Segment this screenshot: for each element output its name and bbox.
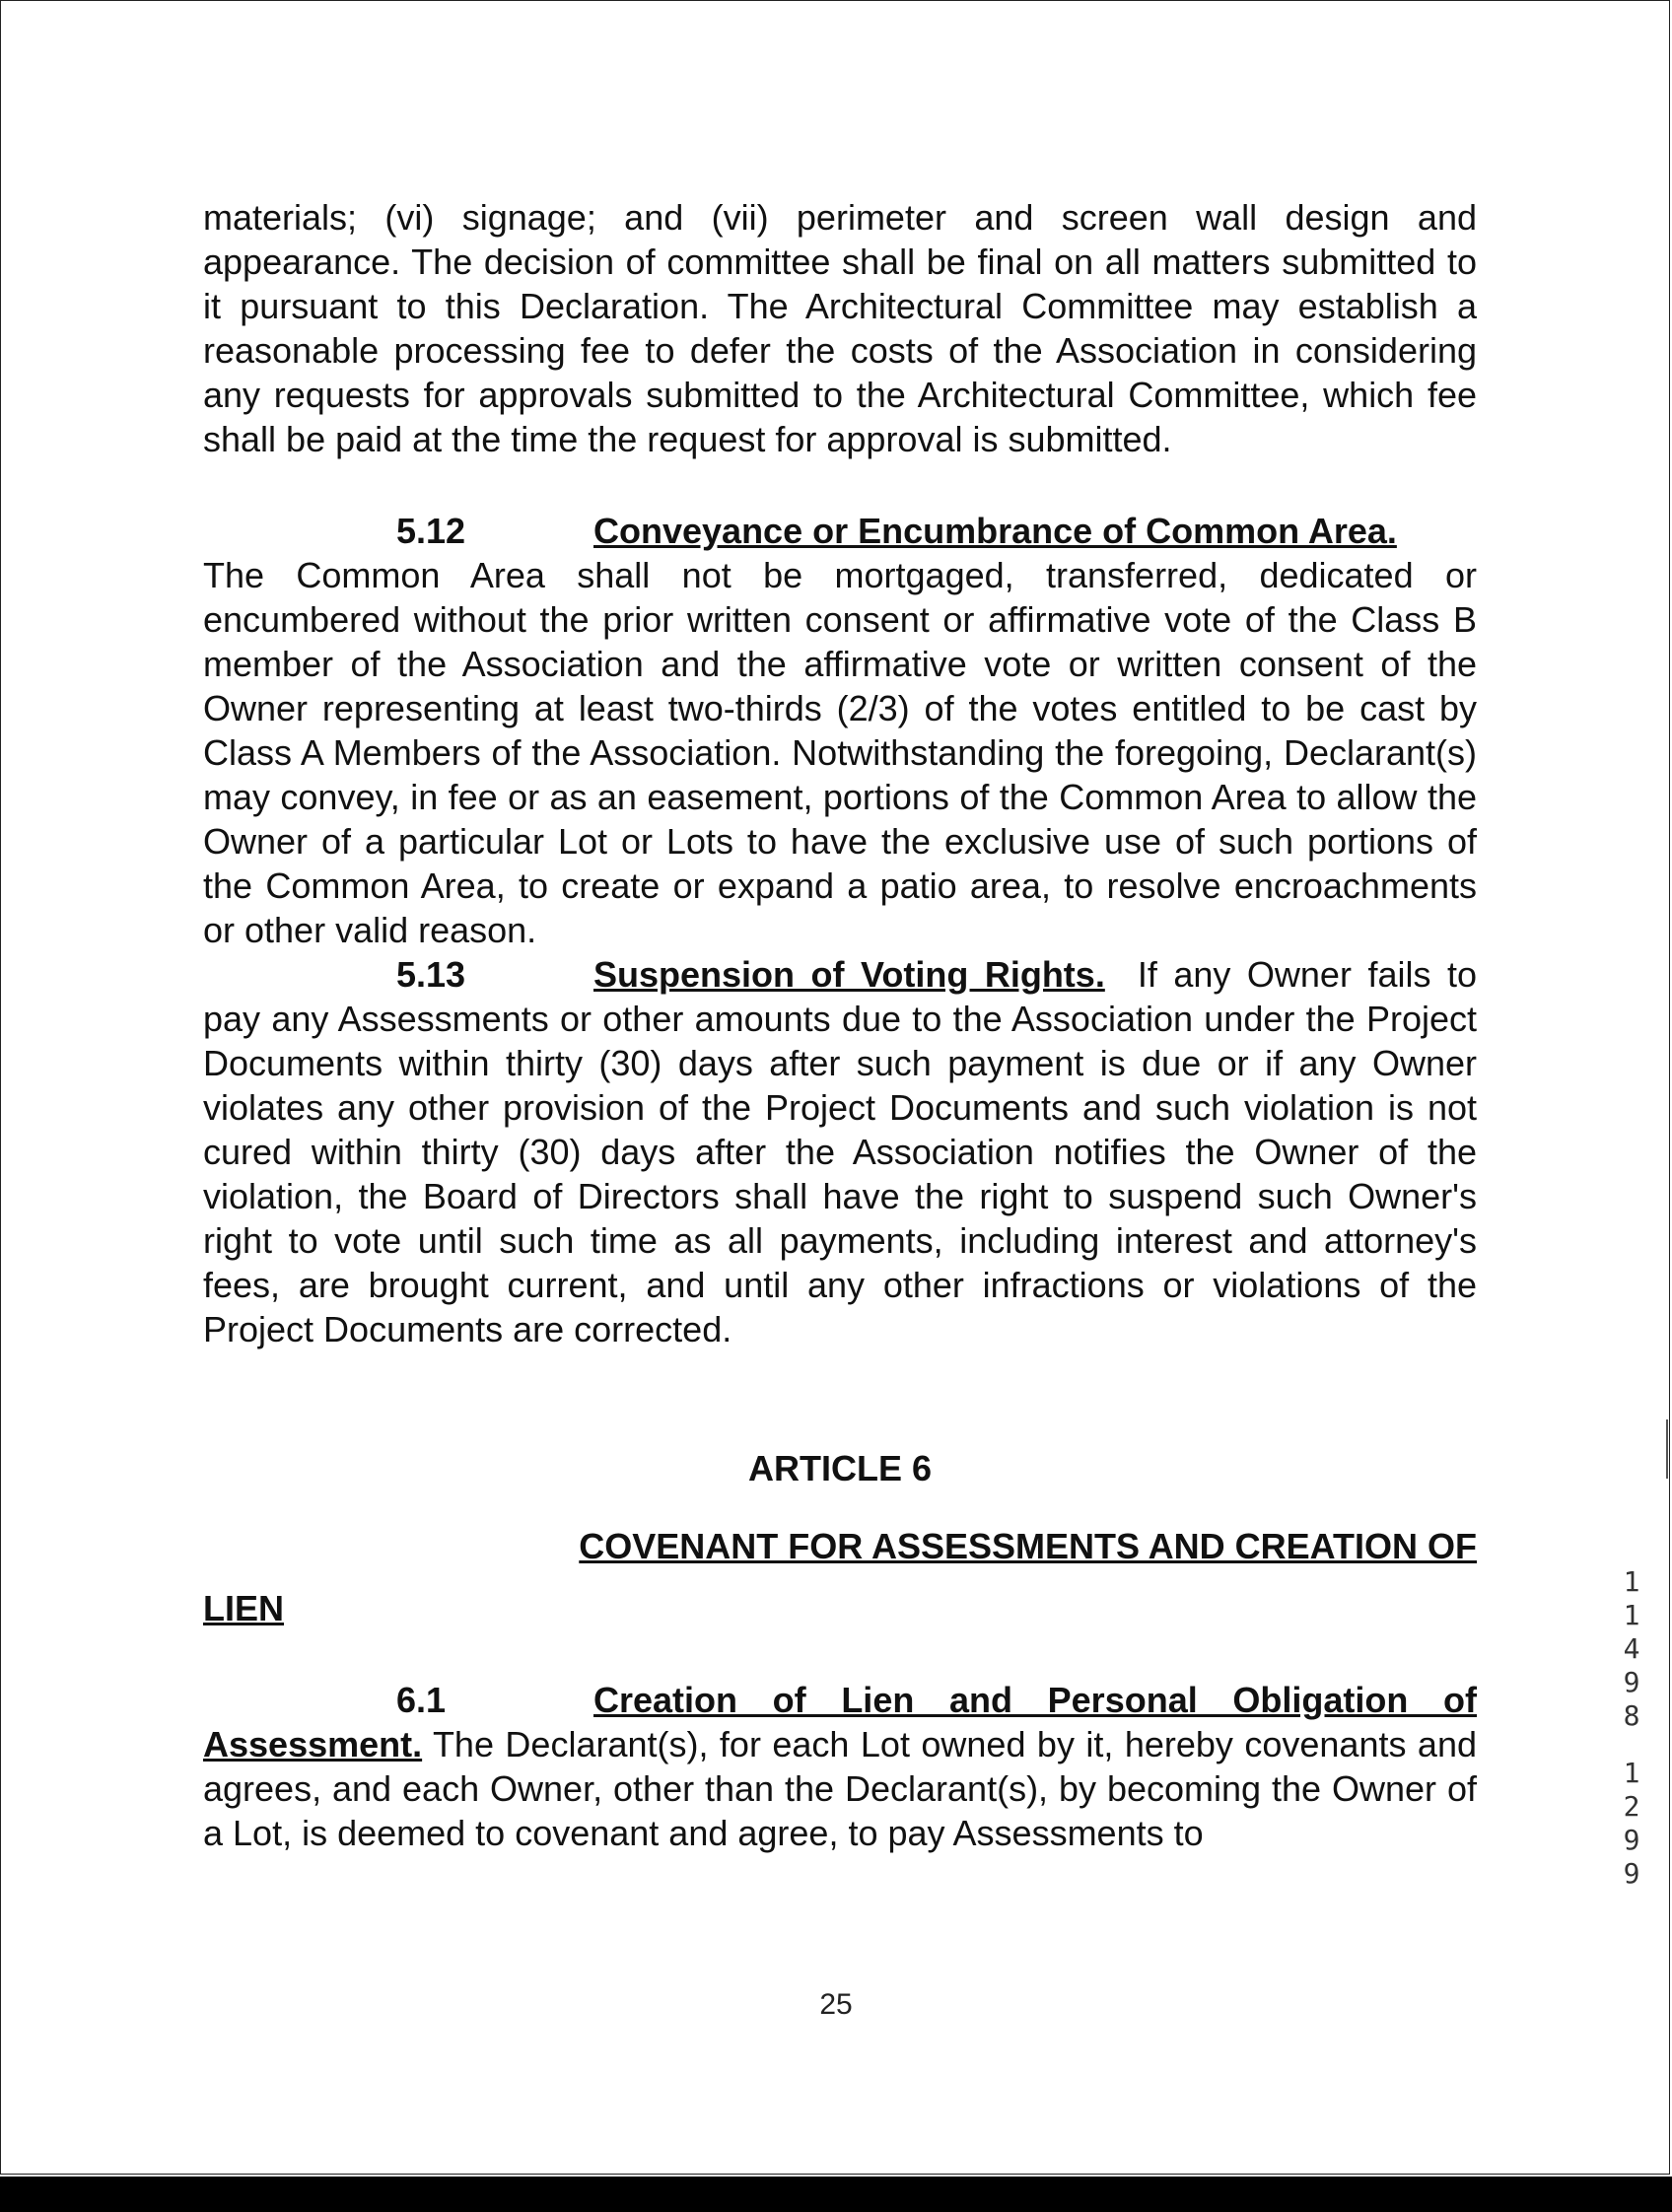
article-6-title-line2: [203, 1586, 1477, 1630]
page-number: 25: [819, 1988, 853, 2021]
section-5-13-body: If any Owner fails to pay any Assessments or other amounts due to the Association under the Project Documents within thirty (30) days after such payment is due or if any Owner violates any other provision of the Project Documents and such violation is not cured within thirty (30) days after the Association notifies the Owner of the violation, the Board of Directors shall have the right to suspend such Owner's right to vote until such time as all payments, including interest and attorney's fees, are brought current, and until any other infractions or violations of the Project Documents are corrected.: [203, 954, 1477, 1349]
section-5-12-title: Conveyance or Encumbrance of Common Area.: [593, 511, 1397, 551]
section-6-1-number: 6.1: [396, 1680, 447, 1720]
article-6-title-line1: [203, 1524, 1477, 1568]
stamp-digit: 1: [1623, 1599, 1640, 1631]
stamp-group-2: [1617, 1757, 1646, 1891]
section-5-12-number: 5.12: [396, 511, 466, 551]
section-5-12: [203, 509, 1477, 952]
section-5-11-continuation: materials; (vi) signage; and (vii) perimeter and screen wall design and appearance. The decision of committee shall be final on all matters submitted to it pursuant to this Declaration. The Architectural Committee may establish a reasonable processing fee to defer the costs of the Association in considering any requests for approvals submitted to the Architectural Committee, which fee shall be paid at the time the request for approval is submitted.: [203, 197, 1477, 459]
section-5-13-number: 5.13: [396, 954, 466, 995]
stamp-digit: 8: [1623, 1699, 1640, 1732]
scan-edge-mark: [1666, 1419, 1668, 1479]
stamp-group-1: [1617, 1565, 1646, 1733]
section-6-1-body: The Declarant(s), for each Lot owned by it, hereby covenants and agrees, and each Owner, other than the Declarant(s), by becoming the Owner of a Lot, is deemed to covenant and agree, to pay Assessments to: [203, 1724, 1477, 1853]
stamp-digit: 2: [1623, 1790, 1640, 1823]
section-5-12-heading: [203, 509, 1477, 553]
section-6-1-paragraph: [203, 1722, 1477, 1855]
stamp-digit: 9: [1623, 1857, 1640, 1890]
document-body: [203, 195, 1477, 1855]
section-5-13-title: Suspension of Voting Rights.: [593, 954, 1105, 995]
article-6: [203, 1446, 1477, 1630]
stamp-digit: 1: [1623, 1757, 1640, 1789]
scan-bottom-bar: [0, 2177, 1672, 2212]
stamp-digit: 4: [1623, 1632, 1640, 1665]
section-6-1-title-end: Assessment.: [203, 1724, 423, 1764]
stamp-digit: 1: [1623, 1565, 1640, 1598]
section-6-1-title: Creation of Lien and Personal Obligation of: [593, 1680, 1477, 1720]
section-5-13: [203, 952, 1477, 1351]
section-6-1-heading: [203, 1678, 1477, 1722]
section-6-1: [203, 1678, 1477, 1855]
section-5-13-paragraph: [203, 952, 1477, 1351]
stamp-digit: 9: [1623, 1666, 1640, 1698]
section-5-12-body: The Common Area shall not be mortgaged, transferred, dedicated or encumbered without the prior written consent or affirmative vote of the Class B member of the Association and the affirmative vote or written consent of the Owner representing at least two-thirds (2/3) of the votes entitled to be cast by Class A Members of the Association. Notwithstanding the foregoing, Declarant(s) may convey, in fee or as an easement, portions of the Common Area to allow the Owner of a particular Lot or Lots to have the exclusive use of such portions of the Common Area, to create or expand a patio area, to resolve encroachments or other valid reason.: [203, 555, 1477, 950]
article-6-title-text: COVENANT FOR ASSESSMENTS AND CREATION OF: [579, 1526, 1477, 1566]
article-6-heading: ARTICLE 6: [747, 1448, 932, 1488]
stamp-digit: 9: [1623, 1824, 1640, 1856]
recording-number-stamp: [1617, 1565, 1646, 1914]
article-6-lien-text: LIEN: [203, 1588, 285, 1628]
